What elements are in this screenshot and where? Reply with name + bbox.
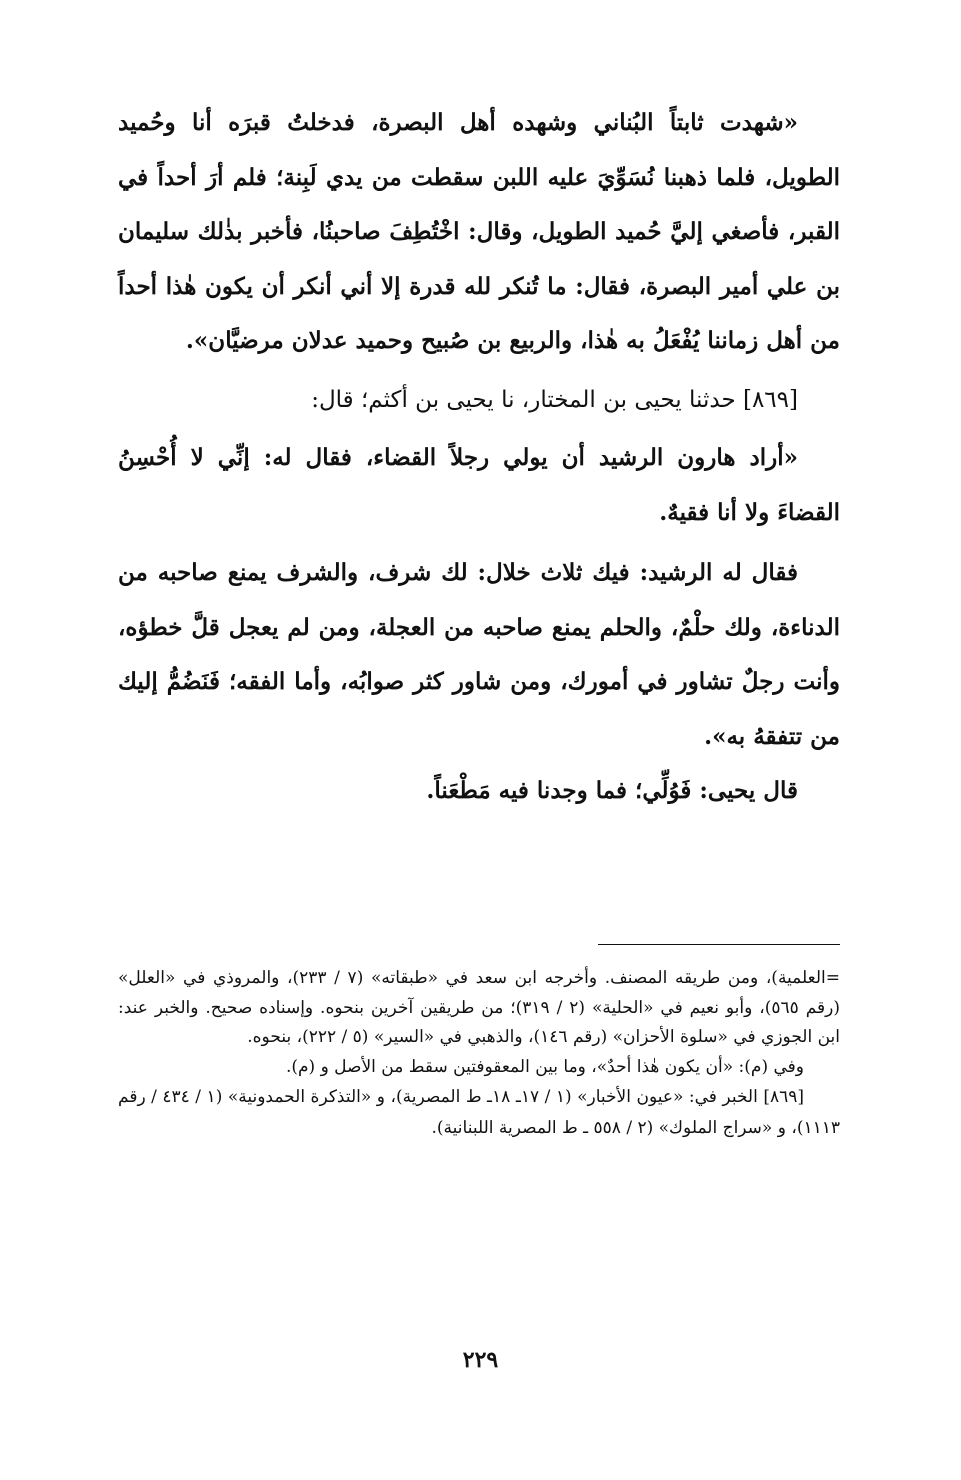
footnote-869-sources: [٨٦٩] الخبر في: «عيون الأخبار» (١ / ١٧ـ ١٨ـ ط المصرية)، و «التذكرة الحمدونية» (١ / ٤٣٤ / رقم ١١١٣)، و «سراج الملوك» (٢ / ٥٥٨ ـ ط المصرية اللبنانية). (118, 1087, 840, 1138)
footnote-continuation: =العلمية)، ومن طريقه المصنف. وأخرجه ابن سعد في «طبقاته» (٧ / ٢٣٣)، والمروذي في «العلل» (رقم ٥٦٥)، وأبو نعيم في «الحلية» (٢ / ٣١٩)؛ من طريقين آخرين بنحوه. وإسناده صحيح. والخبر عند: ابن الجوزي في «سلوة الأحزان» (رقم ١٤٦)، والذهبي في «السير» (٥ / ٢٢٢)، بنحوه. (118, 968, 840, 1047)
paragraph-rashid-reply: فقال له الرشيد: فيك ثلاث خلال: لك شرف، والشرف يمنع صاحبه من الدناءة، ولك حلْمٌ، والحلم يمنع صاحبه من العجلة، ومن لم يعجل قلَّ خطؤه، وأنت رجلٌ تشاور في أمورك، ومن شاور كثر صوابُه، وأما الفقه؛ فَنَضُمُّ إليك من تتفقهُ به». (118, 559, 840, 750)
page-number: ٢٢٩ (462, 1347, 499, 1373)
paragraph-harun-al-rashid: «أراد هارون الرشيد أن يولي رجلاً القضاء، فقال له: إنِّي لا أُحْسِنُ القضاءَ ولا أنا فقيهٌ. (118, 444, 840, 526)
footnote-separator (598, 944, 840, 945)
main-text (118, 96, 840, 819)
footnotes (118, 964, 840, 1144)
paragraph-yahya-conclusion: قال يحيى: فَوُلِّي؛ فما وجدنا فيه مَطْعَناً. (426, 777, 798, 804)
paragraph-hadith-869-isnad: [٨٦٩] حدثنا يحيى بن المختار، نا يحيى بن أكثم؛ قال: (311, 386, 798, 413)
footnote-variant-reading: وفي (م): «أن يكون هٰذا أحدٌ»، وما بين المعقوفتين سقط من الأصل و (م). (285, 1056, 804, 1077)
paragraph-thabit-narration: «شهدت ثابتاً البُناني وشهده أهل البصرة، فدخلتُ قبرَه أنا وحُميد الطويل، فلما ذهبنا نُسَوِّيَ عليه اللبن سقطت من يدي لَبِنة؛ فلم أرَ أحداً في القبر، فأصغي إليَّ حُميد الطويل، وقال: اخْتُطِفَ صاحبنُا، فأخبر بذٰلك سليمان بن علي أمير البصرة، فقال: ما تُنكر لله قدرة إلا أني أنكر أن يكون هٰذا أحداً من أهل زماننا يُفْعَلُ به هٰذا، والربيع بن صُبيح وحميد عدلان مرضيَّان». (118, 109, 841, 354)
